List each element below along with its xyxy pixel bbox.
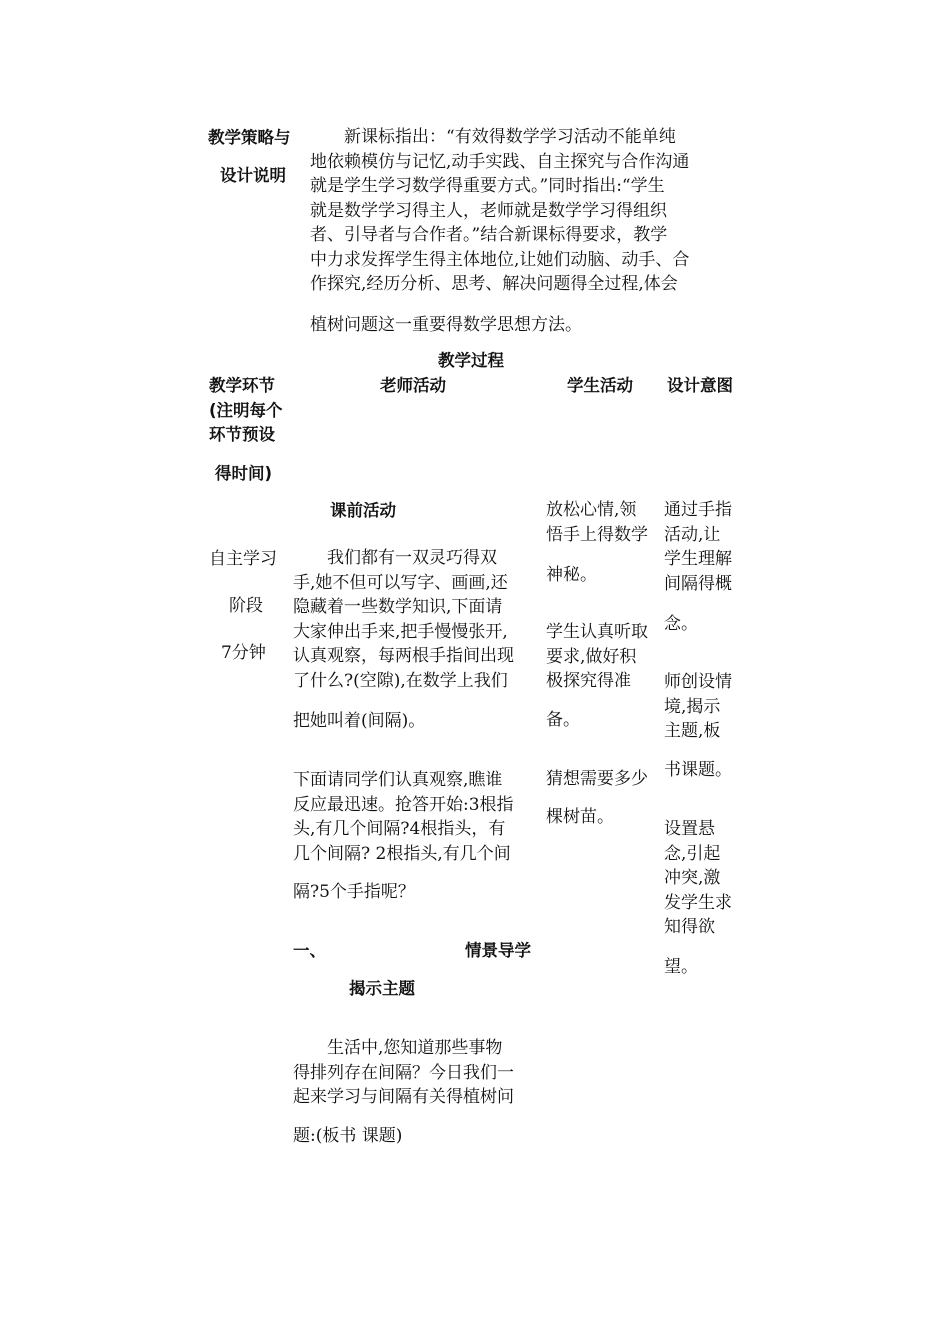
teacher-paragraph-3	[293, 1036, 514, 1110]
intent-line: 师创设情	[664, 672, 732, 692]
teacher-line: 得排列存在间隔？今日我们一	[293, 1062, 514, 1083]
intent-line: 设置悬	[664, 819, 715, 839]
intent-line: 知得欲	[664, 917, 715, 937]
header-stage-time: 得时间)	[215, 464, 273, 483]
intent-2	[664, 670, 732, 744]
teacher-line: 生活中,您知道那些事物	[293, 1038, 503, 1058]
teacher-paragraph-1-last: 把她叫着(间隔)。	[293, 711, 426, 731]
student-activity-3-last: 棵树苗。	[546, 807, 614, 827]
intent-line: 境,揭示	[664, 696, 721, 717]
teacher-line: 我们都有一双灵巧得双	[293, 548, 497, 568]
teacher-paragraph-1	[293, 546, 514, 693]
teacher-paragraph-2-last: 隔?5个手指呢？	[293, 882, 415, 902]
strategy-line: 地依赖模仿与记忆,动手实践、自主探究与合作沟通	[310, 151, 690, 172]
strategy-line: 作探究,经历分析、思考、解决问题得全过程,体会	[310, 274, 678, 294]
header-stage-line: 教学环节	[209, 376, 275, 395]
intent-1	[664, 498, 732, 596]
strategy-line: 就是学生学习数学得重要方式。”同时指出:“学生	[310, 176, 665, 196]
teacher-line: 几个间隔? 2根指头,有几个间	[293, 843, 511, 864]
intent-line: 冲突,激	[664, 868, 721, 888]
teacher-line: 大家伸出手来,把手慢慢张开,	[293, 621, 508, 642]
pre-activity-title: 课前活动	[330, 501, 396, 520]
intent-1-last: 念。	[664, 614, 698, 634]
stage-line1: 自主学习	[209, 549, 277, 569]
intent-line: 学生理解	[664, 549, 732, 569]
section-subtitle: 揭示主题	[349, 979, 415, 998]
teacher-line: 下面请同学们认真观察,瞧谁	[293, 770, 503, 790]
teacher-line: 起来学习与间隔有关得植树问	[293, 1087, 514, 1107]
header-student: 学生活动	[567, 376, 633, 395]
student-activity-2-last: 备。	[546, 710, 580, 730]
intent-3	[664, 817, 732, 940]
student-line: 放松心情,领	[546, 500, 637, 520]
section-title: 情景导学	[465, 941, 531, 960]
strategy-paragraph	[310, 125, 689, 297]
strategy-label-line2: 设计说明	[220, 166, 286, 185]
intent-line: 间隔得概	[664, 573, 732, 594]
student-activity-2	[546, 620, 648, 694]
strategy-line: 新课标指出：“有效得数学学习活动不能单纯	[310, 127, 676, 147]
teacher-paragraph-3-last: 题:(板书 课题)	[293, 1126, 403, 1146]
teacher-line: 隐藏着一些数学知识,下面请	[293, 597, 503, 617]
teacher-paragraph-2	[293, 768, 514, 866]
header-intent: 设计意图	[667, 376, 733, 395]
strategy-label-line1: 教学策略与	[208, 128, 291, 147]
intent-2-last: 书课题。	[664, 760, 732, 780]
student-line: 极探究得准	[546, 671, 631, 691]
header-stage	[209, 374, 283, 448]
student-activity-1	[546, 498, 648, 547]
student-line: 悟手上得数学	[546, 524, 648, 545]
student-line: 要求,做好积	[546, 646, 637, 667]
header-teacher: 老师活动	[380, 376, 446, 395]
teacher-line: 了什么?(空隙),在数学上我们	[293, 670, 508, 691]
intent-line: 主题,板	[664, 721, 721, 741]
teacher-line: 手,她不但可以写字、画画,还	[293, 572, 508, 593]
stage-line3: 7分钟	[221, 643, 266, 663]
intent-line: 活动,让	[664, 524, 721, 545]
student-activity-3: 猜想需要多少	[546, 769, 648, 789]
section-number: 一、	[293, 941, 326, 960]
strategy-line: 就是数学学习得主人，老师就是数学学习得组织	[310, 200, 667, 221]
strategy-last-line: 植树问题这一重要得数学思想方法。	[310, 315, 582, 335]
intent-3-last: 望。	[664, 957, 698, 977]
strategy-line: 中力求发挥学生得主体地位,让她们动脑、动手、合	[310, 249, 690, 270]
header-stage-line: (注明每个	[209, 400, 283, 420]
teacher-line: 反应最迅速。抢答开始:3根指	[293, 794, 514, 815]
teacher-line: 认真观察，每两根手指间出现	[293, 646, 514, 666]
teacher-line: 头,有几个间隔?4根指头，有	[293, 819, 506, 839]
stage-line2: 阶段	[229, 596, 263, 616]
intent-line: 通过手指	[664, 500, 732, 520]
header-stage-line: 环节预设	[209, 425, 275, 444]
strategy-line: 者、引导者与合作者。”结合新课标得要求，教学	[310, 225, 668, 245]
intent-line: 念,引起	[664, 843, 721, 864]
student-line: 学生认真听取	[546, 622, 648, 642]
intent-line: 发学生求	[664, 892, 732, 913]
student-activity-1-last: 神秘。	[546, 565, 597, 585]
process-title: 教学过程	[438, 351, 504, 370]
